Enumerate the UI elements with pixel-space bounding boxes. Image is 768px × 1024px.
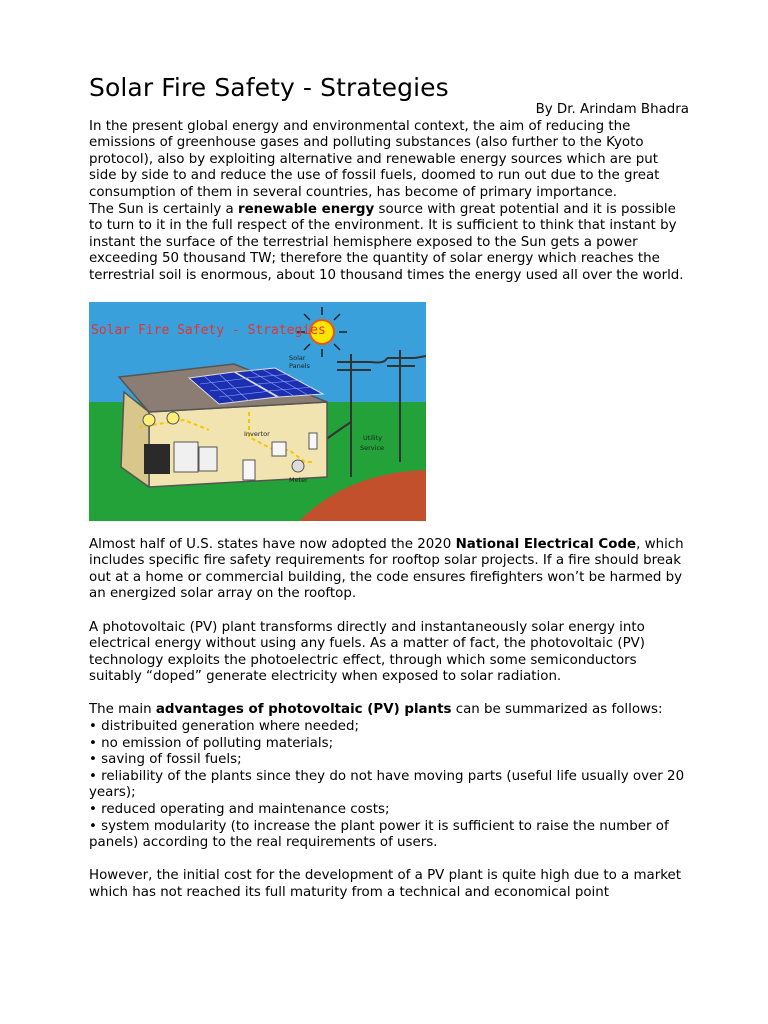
list-item: • no emission of polluting materials; (89, 735, 334, 751)
list-item: • reliability of the plants since they do not have moving parts (useful life usually over 20 years); (89, 768, 685, 801)
page-title: Solar Fire Safety - Strategies (89, 73, 449, 102)
intro-paragraph: In the present global energy and environmental context, the aim of reducing the emissions of greenhouse gases and polluting substances (also further to the Kyoto protocol), also by exploiting alternative and renewable energy sources which are put side by side to and reduce the use of fossil fuels, doomed to run out due to the great consumption of them in several countries, has become of primary importance. (89, 118, 660, 200)
meter-label: Meter (289, 475, 308, 484)
document-page (89, 72, 689, 902)
list-item: • saving of fossil fuels; (89, 752, 242, 768)
pv-paragraph: A photovoltaic (PV) plant transforms directly and instantaneously solar energy into electrical energy without using any fuels. As a matter of fact, the photovoltaic (PV) technology exploits the photoelectric effect, through which some semiconductors suitably “doped” generate electricity when exposed to solar radiation. (89, 619, 646, 685)
list-item: • system modularity (to increase the plant power it is sufficient to raise the number of panels) according to the real requirements of users. (89, 818, 669, 851)
utility-label-2: Service (360, 443, 385, 452)
sun-paragraph: The Sun is certainly a renewable energy source with great potential and it is possible to turn to it in the full respect of the environment. It is sufficient to think that instant by instant the surface of the terrestrial hemisphere exposed to the Sun gets a power exceeding 50 thousand TW; therefore the quantity of solar energy which reaches the terrestrial soil is enormous, about 10 thousand times the energy used all over the world. (89, 201, 684, 283)
list-item: • distribuited generation where needed; (89, 719, 359, 735)
inverter-label: Invertor (244, 429, 270, 438)
nec-bold: National Electrical Code (455, 536, 637, 552)
panels-label-2: Panels (289, 361, 310, 370)
advantages-intro: The main advantages of photovoltaic (PV) plants can be summarized as follows: (89, 702, 663, 718)
author-byline: By Dr. Arindam Bhadra (535, 102, 689, 117)
utility-label-1: Utility (363, 433, 383, 442)
nec-paragraph: Almost half of U.S. states have now adopted the 2020 National Electrical Code, which includes specific fire safety requirements for rooftop solar projects. If a fire should break out at a home or commercial building, the code ensures firefighters won’t be harmed by an energized solar array on the rooftop. (89, 536, 684, 602)
solar-house-illustration (89, 302, 426, 521)
panels-label-1: Solar (289, 353, 306, 362)
advantages-list (89, 719, 689, 852)
renewable-energy-bold: renewable energy (237, 201, 375, 217)
list-item: • reduced operating and maintenance costs; (89, 802, 390, 818)
advantages-bold: advantages of photovoltaic (PV) plants (155, 702, 452, 718)
illustration-title: Solar Fire Safety - Strategies (91, 322, 326, 338)
cost-paragraph: However, the initial cost for the development of a PV plant is quite high due to a market which has not reached its full maturity from a technical and economical point (89, 868, 682, 900)
